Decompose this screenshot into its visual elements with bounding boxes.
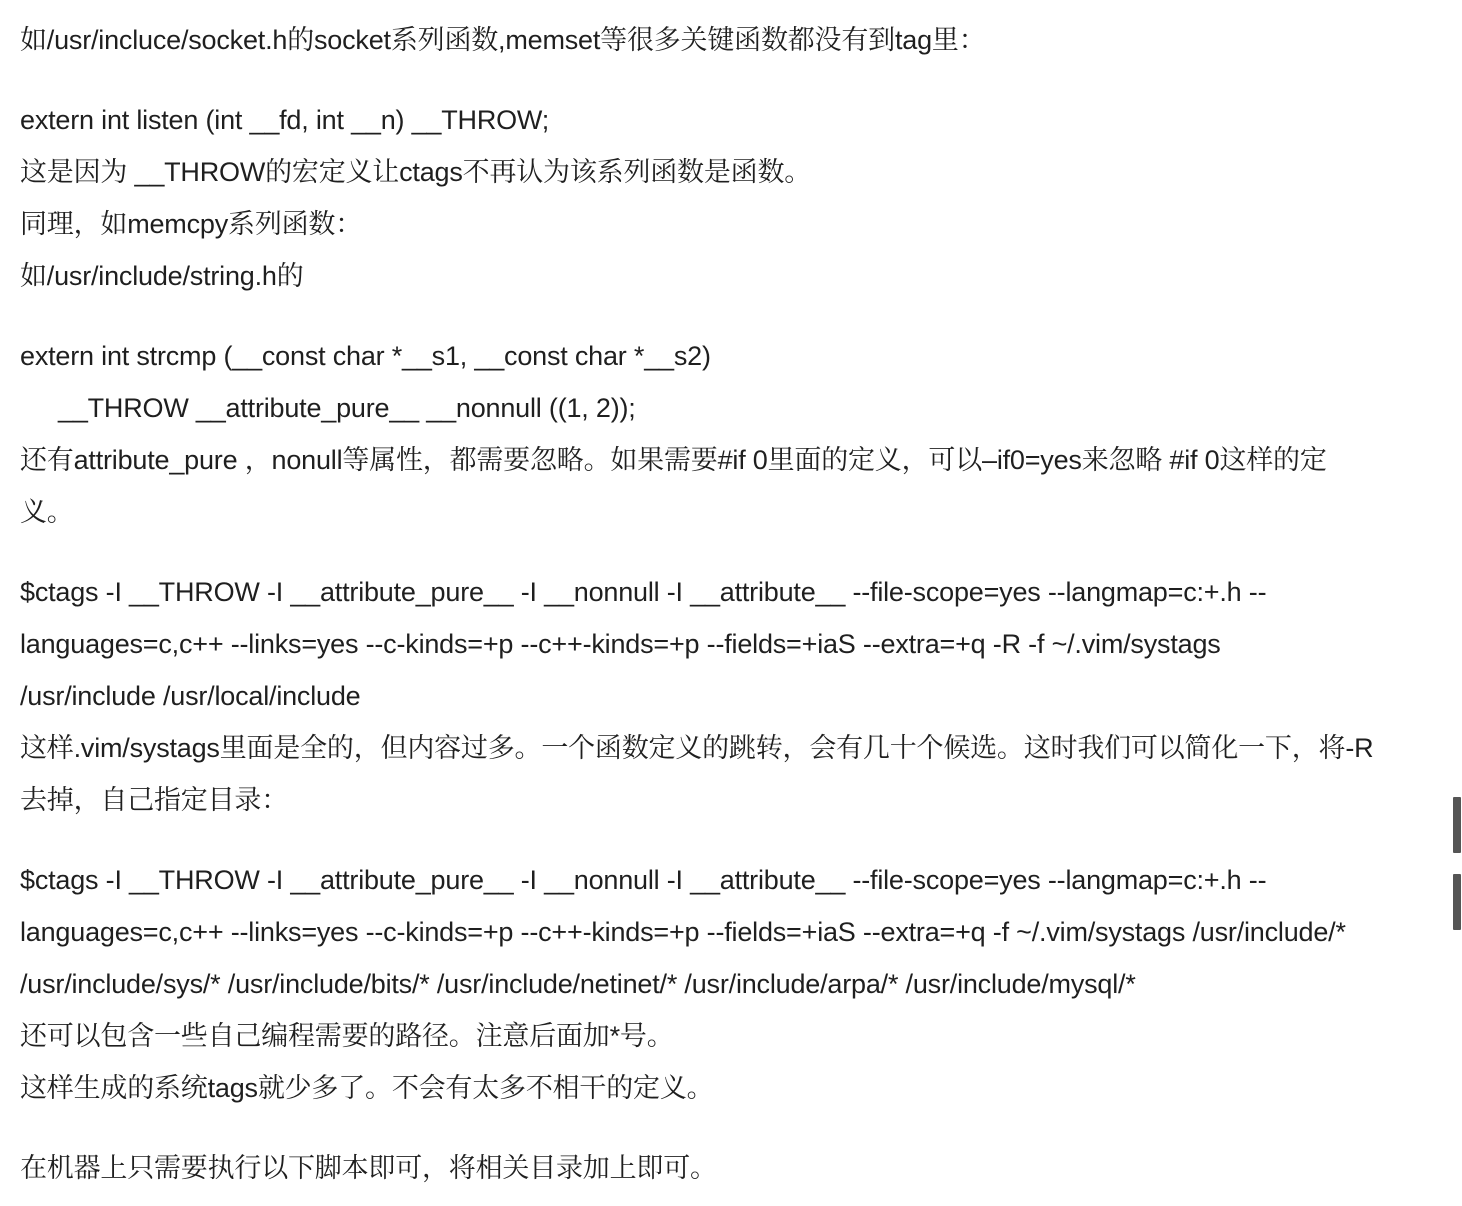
text-line-5: 还有attribute_pure ，nonull等属性，都需要忽略。如果需要#if 0里面的定义，可以–if0=yes来忽略 #if 0这样的定	[20, 445, 1327, 475]
command-line-1c: /usr/include /usr/local/include	[20, 681, 361, 711]
command-line-2b: languages=c,c++ --links=yes --c-kinds=+p --c++-kinds=+p --fields=+iaS --extra=+q -f ~/.vim/systags /usr/include/*	[20, 917, 1346, 947]
scroll-marker-lower[interactable]	[1453, 874, 1461, 930]
command-line-1a: $ctags -I __THROW -I __attribute_pure__ -I __nonnull -I __attribute__ --file-scope=yes --langmap=c:+.h --	[20, 577, 1267, 607]
text-line-1: 如/usr/incluce/socket.h的socket系列函数,memset等很多关键函数都没有到tag里：	[20, 25, 986, 55]
text-line-9: 还可以包含一些自己编程需要的路径。注意后面加*号。	[20, 1021, 674, 1051]
text-line-7: 这样.vim/systags里面是全的，但内容过多。一个函数定义的跳转，会有几十个候选。这时我们可以简化一下，将-R	[20, 733, 1374, 763]
text-line-6: 义。	[20, 497, 74, 527]
text-line-2: 这是因为 __THROW的宏定义让ctags不再认为该系列函数是函数。	[20, 157, 812, 187]
code-line-strcmp: extern int strcmp (__const char *__s1, __const char *__s2)	[20, 341, 711, 371]
text-line-4: 如/usr/include/string.h的	[20, 261, 304, 291]
text-line-8: 去掉，自己指定目录：	[20, 785, 288, 815]
command-line-2a: $ctags -I __THROW -I __attribute_pure__ -I __nonnull -I __attribute__ --file-scope=yes --langmap=c:+.h --	[20, 865, 1267, 895]
text-line-10: 这样生成的系统tags就少多了。不会有太多不相干的定义。	[20, 1073, 714, 1103]
command-line-1b: languages=c,c++ --links=yes --c-kinds=+p --c++-kinds=+p --fields=+iaS --extra=+q -R -f ~/.vim/systags	[20, 629, 1221, 659]
code-line-strcmp-cont: __THROW __attribute_pure__ __nonnull ((1, 2));	[58, 393, 636, 423]
text-line-3: 同理，如memcpy系列函数：	[20, 209, 363, 239]
command-line-2c: /usr/include/sys/* /usr/include/bits/* /usr/include/netinet/* /usr/include/arpa/* /usr/include/mysql/*	[20, 969, 1136, 999]
code-line-listen: extern int listen (int __fd, int __n) __THROW;	[20, 105, 550, 135]
scroll-marker-upper[interactable]	[1453, 797, 1461, 853]
text-line-11: 在机器上只需要执行以下脚本即可，将相关目录加上即可。	[20, 1153, 717, 1183]
